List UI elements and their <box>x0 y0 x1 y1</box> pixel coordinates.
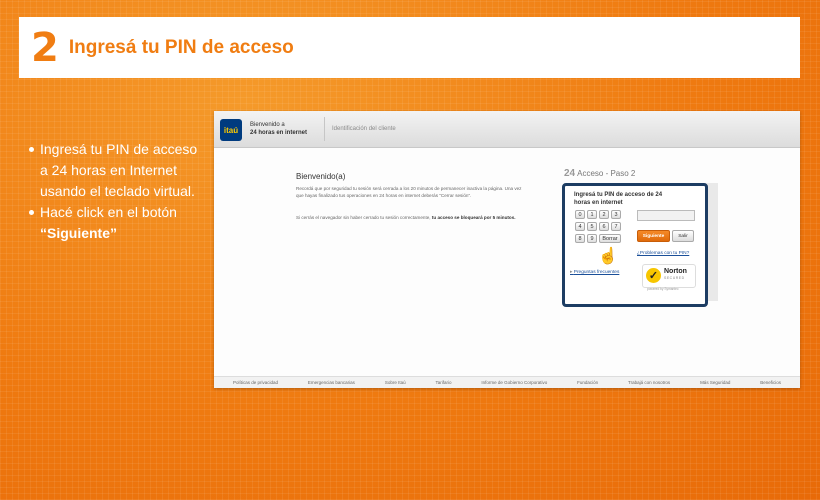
instruction-list <box>28 139 203 244</box>
footer-link[interactable]: Tarifario <box>435 380 452 385</box>
norton-secured-label: SECURED <box>664 276 685 280</box>
pin-input[interactable] <box>637 210 695 221</box>
welcome-text <box>250 121 307 137</box>
keypad-key[interactable]: 7 <box>611 222 621 231</box>
footer-link[interactable]: Fundación <box>577 380 599 385</box>
pin-box-title: Ingresá tu PIN de acceso de 24 horas en internet <box>574 192 663 206</box>
keypad-key[interactable]: 1 <box>587 210 597 219</box>
keypad-key[interactable]: 9 <box>587 234 597 243</box>
welcome-line-2: 24 horas en internet <box>250 130 308 136</box>
keypad-key[interactable]: 3 <box>611 210 621 219</box>
step-title: Ingresá tu PIN de acceso <box>68 36 294 58</box>
keypad-key[interactable]: 4 <box>575 222 585 231</box>
access-step-heading <box>564 168 635 179</box>
welcome-line-1: Bienvenido a <box>250 122 285 128</box>
pin-login-box <box>562 183 708 307</box>
instruction-item <box>28 202 203 244</box>
footer-link[interactable]: Más Seguridad <box>700 380 731 385</box>
salir-button[interactable]: Salir <box>672 230 694 242</box>
borrar-button[interactable]: Borrar <box>599 234 621 243</box>
itau-logo[interactable]: itaú <box>220 119 242 141</box>
instruction-text-1: Ingresá tu PIN de acceso a 24 horas en Internet usando el teclado virtual. <box>40 141 198 199</box>
footer-link[interactable]: Sobre Itaú <box>384 380 406 385</box>
access-step-title: Acceso - Paso 2 <box>577 169 636 178</box>
footer-link[interactable]: Políticas de privacidad <box>232 380 278 385</box>
footer-link[interactable]: Trabajá con nosotros <box>628 380 671 385</box>
footer-link[interactable]: Emergencias bancarias <box>307 380 355 385</box>
24-horas-badge: 24 <box>564 168 576 179</box>
page-content <box>214 148 800 376</box>
keypad-key[interactable]: 5 <box>587 222 597 231</box>
browser-close-notice <box>296 215 524 222</box>
norton-check-icon: ✓ <box>646 268 661 283</box>
welcome-heading: Bienvenido(a) <box>296 172 346 181</box>
keypad-key[interactable]: 8 <box>575 234 585 243</box>
faq-link[interactable]: ▸ Preguntas frecuentes <box>570 270 619 275</box>
instruction-highlight: “Siguiente” <box>40 225 118 241</box>
norton-name: Norton <box>664 268 687 275</box>
footer-link[interactable]: Beneficios <box>760 380 782 385</box>
norton-powered-label: powered by Symantec <box>647 287 679 291</box>
block-warning: tu acceso se bloqueará por 5 minutos. <box>431 215 516 220</box>
title-bar <box>19 17 800 78</box>
step-number: 2 <box>31 24 59 71</box>
keypad-key[interactable]: 2 <box>599 210 609 219</box>
instruction-text-2: Hacé click en el botón <box>40 204 177 220</box>
site-header <box>214 111 800 148</box>
session-notice: Recordá que por seguridad tu sesión será cerrada a los 20 minutos de permanecer inactiva la página. Una vez que hayas finalizado tus operaciones en 24 horas en internet deberás "Cerrar sesión". <box>296 186 522 198</box>
browser-screenshot <box>214 111 800 388</box>
keypad-key[interactable]: 6 <box>599 222 609 231</box>
siguiente-button[interactable]: Siguiente <box>637 230 670 242</box>
keypad-key[interactable]: 0 <box>575 210 585 219</box>
instruction-item <box>28 139 203 202</box>
header-divider <box>324 117 325 141</box>
hand-pointer-icon: ☝ <box>598 248 618 265</box>
client-identification-label: Identificación del cliente <box>332 126 396 132</box>
norton-secured-seal[interactable] <box>642 264 696 288</box>
pin-problems-link[interactable]: ¿Problemas con tu PIN? <box>637 251 690 256</box>
footer-link[interactable]: Informe de Gobierno Corporativo <box>481 380 548 385</box>
browser-close-notice-text: Si cerrás el navegador sin haber cerrado tu sesión correctamente, <box>296 215 432 220</box>
site-footer <box>214 376 800 388</box>
